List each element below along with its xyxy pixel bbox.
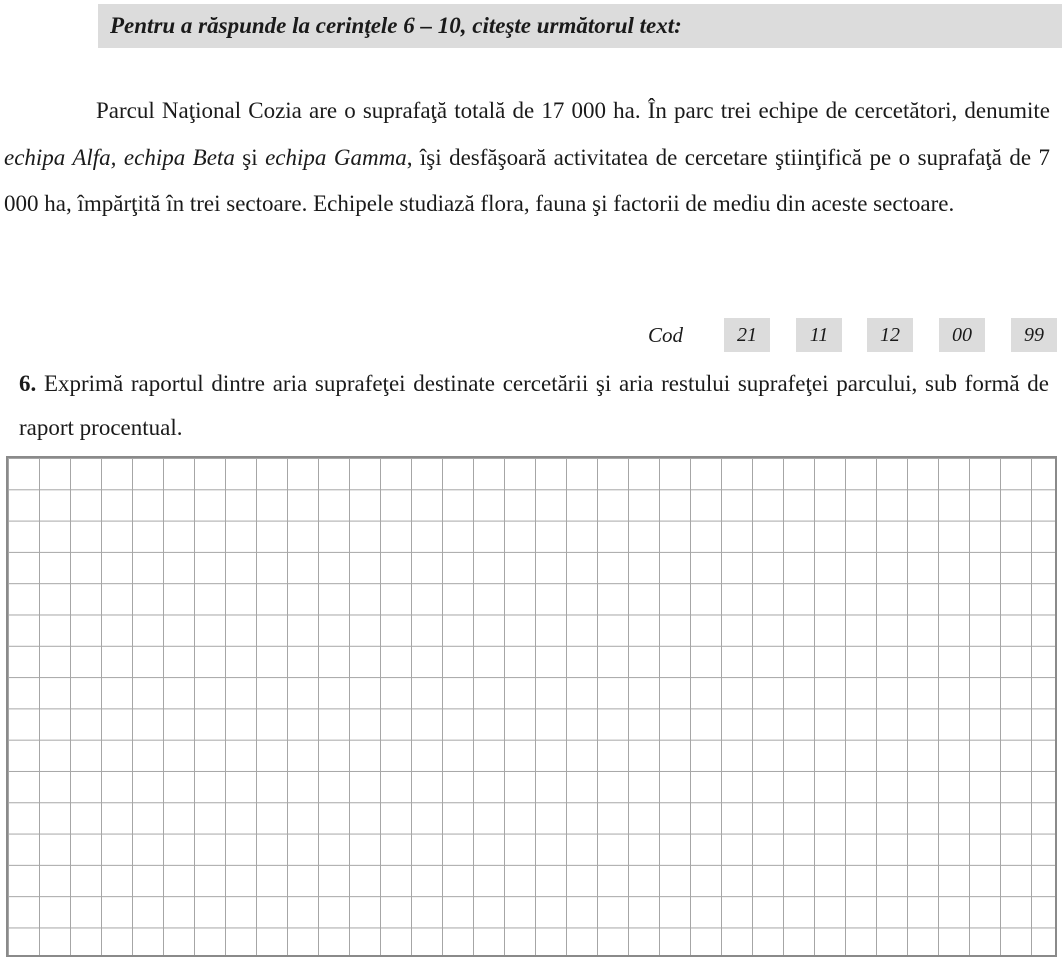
team-gamma: echipa Gamma [265,144,407,170]
team-alfa: echipa Alfa, [4,144,117,170]
passage-text-1: Parcul Naţional Cozia are o suprafaţă totală de 17 000 ha. În parc trei echipe de cercetători, denumite [96,98,1050,123]
instruction-banner [98,4,1062,48]
reading-passage [4,88,1050,228]
passage-text-4: , îşi desfăşoară activitatea de cercetare ştiinţifică pe o suprafaţă de 7 000 ha, împărţită în trei sectoare. Echipele studiază flora, fauna şi factorii de mediu din aceste sectoare. [4,144,1051,216]
cod-label: Cod [648,323,684,347]
cod-box-00: 00 [939,318,985,352]
question-text: Exprimă raportul dintre aria suprafeţei destinate cercetării şi aria restului suprafeţei parcului, sub formă de raport procentual. [19,371,1049,440]
cod-box-99: 99 [1011,318,1057,352]
cod-box-11: 11 [796,318,842,352]
cod-box-12: 12 [867,318,913,352]
instruction-text: Pentru a răspunde la cerinţele 6 – 10, citeşte următorul text: [110,13,682,38]
question-6 [19,362,1049,450]
passage-text-2 [116,145,123,170]
answer-grid[interactable] [6,456,1057,957]
question-number: 6. [19,371,37,396]
passage-text-3: şi [234,144,266,170]
cod-box-21: 21 [724,318,770,352]
team-beta: echipa Beta [123,144,235,170]
